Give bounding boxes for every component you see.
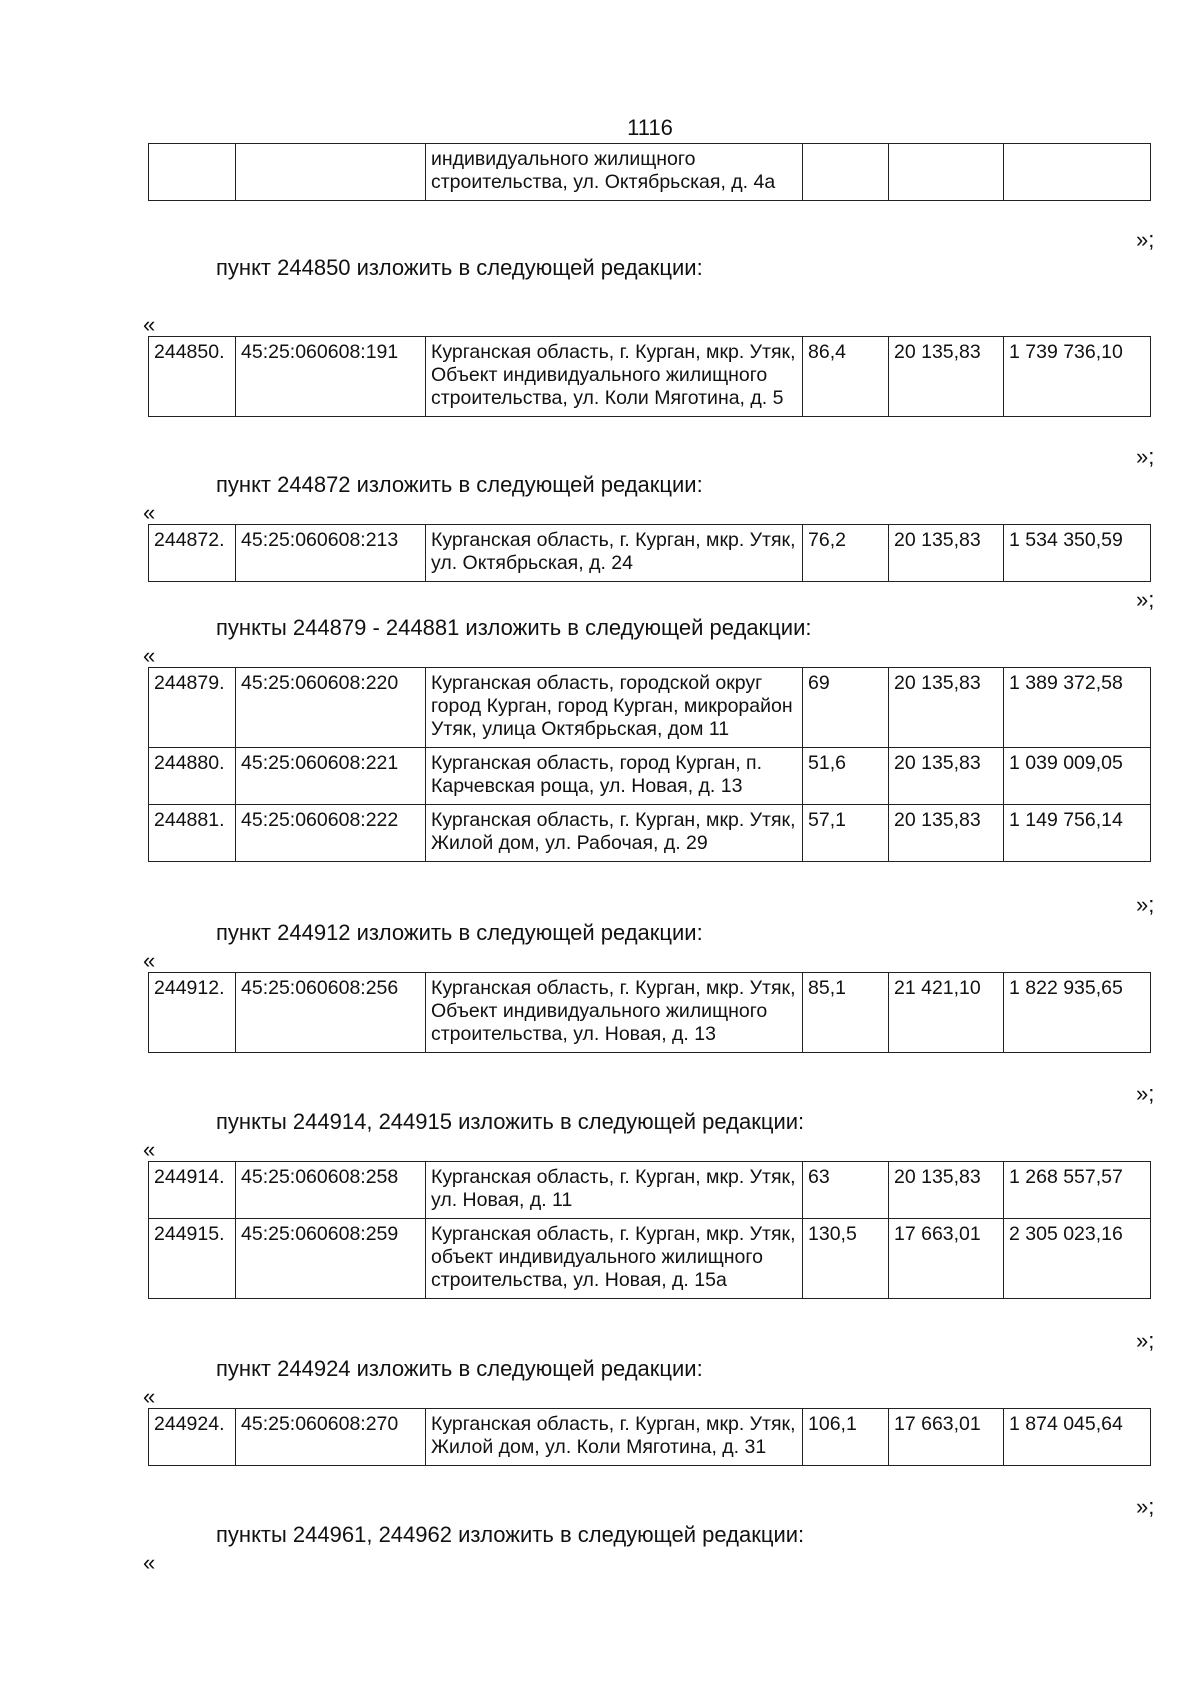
cell-num: 244850. [149, 337, 236, 417]
table-row [149, 1409, 1151, 1466]
cell-address: Курганская область, г. Курган, мкр. Утяк, ул. Октябрьская, д. 24 [426, 525, 803, 582]
cell-num: 244915. [149, 1219, 236, 1299]
table-row [149, 748, 1151, 805]
section-table [148, 972, 1151, 1053]
open-quote: « [143, 1137, 156, 1162]
cell-value: 1 822 935,65 [1004, 973, 1151, 1053]
table-row [149, 1219, 1151, 1299]
cell-value: 1 149 756,14 [1004, 805, 1151, 862]
cell-area: 85,1 [803, 973, 889, 1053]
section-instruction: пункт 244924 изложить в следующей редакции: [216, 1356, 703, 1381]
cell-area: 57,1 [803, 805, 889, 862]
section-table [148, 1408, 1151, 1466]
close-quote: »; [1136, 444, 1155, 469]
cell-address: Курганская область, г. Курган, мкр. Утяк, Объект индивидуального жилищного строительства, ул. Коли Мяготина, д. 5 [426, 337, 803, 417]
open-quote: « [143, 1384, 156, 1409]
cell-area: 130,5 [803, 1219, 889, 1299]
cell-value [1004, 144, 1151, 201]
cell-value: 1 389 372,58 [1004, 668, 1151, 748]
cell-num: 244912. [149, 973, 236, 1053]
table-row [149, 973, 1151, 1053]
section-instruction: пункт 244850 изложить в следующей редакции: [216, 255, 703, 280]
open-quote: « [143, 643, 156, 668]
open-quote: « [143, 948, 156, 973]
cell-address: Курганская область, г. Курган, мкр. Утяк, Объект индивидуального жилищного строительства, ул. Новая, д. 13 [426, 973, 803, 1053]
cell-area: 69 [803, 668, 889, 748]
cell-address: Курганская область, г. Курган, мкр. Утяк, объект индивидуального жилищного строительства, ул. Новая, д. 15а [426, 1219, 803, 1299]
cell-num: 244880. [149, 748, 236, 805]
close-quote: »; [1136, 1328, 1155, 1353]
cell-value: 1 534 350,59 [1004, 525, 1151, 582]
table-row [149, 144, 1151, 201]
cell-num: 244879. [149, 668, 236, 748]
section-table [148, 667, 1151, 862]
cell-rate [889, 144, 1004, 201]
cell-cadastral: 45:25:060608:258 [236, 1162, 426, 1219]
cell-address: Курганская область, г. Курган, мкр. Утяк, Жилой дом, ул. Коли Мяготина, д. 31 [426, 1409, 803, 1466]
cell-rate: 20 135,83 [889, 1162, 1004, 1219]
cell-address: Курганская область, городской округ город Курган, город Курган, микрорайон Утяк, улица Октябрьская, дом 11 [426, 668, 803, 748]
cell-area: 76,2 [803, 525, 889, 582]
cell-rate: 20 135,83 [889, 668, 1004, 748]
cell-address: Курганская область, г. Курган, мкр. Утяк, Жилой дом, ул. Рабочая, д. 29 [426, 805, 803, 862]
section-instruction: пункт 244912 изложить в следующей редакции: [216, 920, 703, 945]
cell-rate: 20 135,83 [889, 748, 1004, 805]
close-quote: »; [1136, 1494, 1155, 1519]
cell-cadastral: 45:25:060608:191 [236, 337, 426, 417]
cell-area [803, 144, 889, 201]
cell-value: 1 268 557,57 [1004, 1162, 1151, 1219]
cell-rate: 21 421,10 [889, 973, 1004, 1053]
open-quote: « [143, 500, 156, 525]
cell-num: 244881. [149, 805, 236, 862]
cell-num [149, 144, 236, 201]
cell-cadastral: 45:25:060608:270 [236, 1409, 426, 1466]
section-instruction: пункт 244872 изложить в следующей редакции: [216, 472, 703, 497]
cell-value: 1 039 009,05 [1004, 748, 1151, 805]
table-row [149, 668, 1151, 748]
cell-address: индивидуального жилищного строительства, ул. Октябрьская, д. 4а [426, 144, 803, 201]
cell-address: Курганская область, город Курган, п. Карчевская роща, ул. Новая, д. 13 [426, 748, 803, 805]
section-instruction: пункты 244961, 244962 изложить в следующей редакции: [216, 1522, 805, 1547]
cell-num: 244924. [149, 1409, 236, 1466]
cell-rate: 20 135,83 [889, 337, 1004, 417]
cell-cadastral: 45:25:060608:222 [236, 805, 426, 862]
close-quote: »; [1136, 892, 1155, 917]
cell-num: 244914. [149, 1162, 236, 1219]
cell-area: 63 [803, 1162, 889, 1219]
cell-value: 1 739 736,10 [1004, 337, 1151, 417]
section-table [148, 1161, 1151, 1299]
cell-rate: 17 663,01 [889, 1409, 1004, 1466]
cell-area: 51,6 [803, 748, 889, 805]
section-table [148, 524, 1151, 582]
cell-area: 106,1 [803, 1409, 889, 1466]
cell-cadastral: 45:25:060608:256 [236, 973, 426, 1053]
close-quote: »; [1136, 227, 1155, 252]
cell-cadastral: 45:25:060608:259 [236, 1219, 426, 1299]
cell-value: 2 305 023,16 [1004, 1219, 1151, 1299]
cell-rate: 17 663,01 [889, 1219, 1004, 1299]
section-instruction: пункты 244879 - 244881 изложить в следующей редакции: [216, 615, 812, 640]
page-number: 1116 [627, 115, 673, 140]
cell-cadastral [236, 144, 426, 201]
cell-rate: 20 135,83 [889, 525, 1004, 582]
cell-value: 1 874 045,64 [1004, 1409, 1151, 1466]
section-table [148, 336, 1151, 417]
cell-address: Курганская область, г. Курган, мкр. Утяк, ул. Новая, д. 11 [426, 1162, 803, 1219]
table-row [149, 1162, 1151, 1219]
open-quote: « [143, 312, 156, 337]
cell-rate: 20 135,83 [889, 805, 1004, 862]
cell-cadastral: 45:25:060608:220 [236, 668, 426, 748]
open-quote: « [143, 1550, 156, 1575]
table-row [149, 337, 1151, 417]
close-quote: »; [1136, 587, 1155, 612]
cell-cadastral: 45:25:060608:213 [236, 525, 426, 582]
table-row [149, 525, 1151, 582]
table-row [149, 805, 1151, 862]
section-instruction: пункты 244914, 244915 изложить в следующей редакции: [216, 1109, 805, 1134]
fragment-table [148, 143, 1151, 201]
cell-num: 244872. [149, 525, 236, 582]
cell-area: 86,4 [803, 337, 889, 417]
close-quote: »; [1136, 1081, 1155, 1106]
cell-cadastral: 45:25:060608:221 [236, 748, 426, 805]
